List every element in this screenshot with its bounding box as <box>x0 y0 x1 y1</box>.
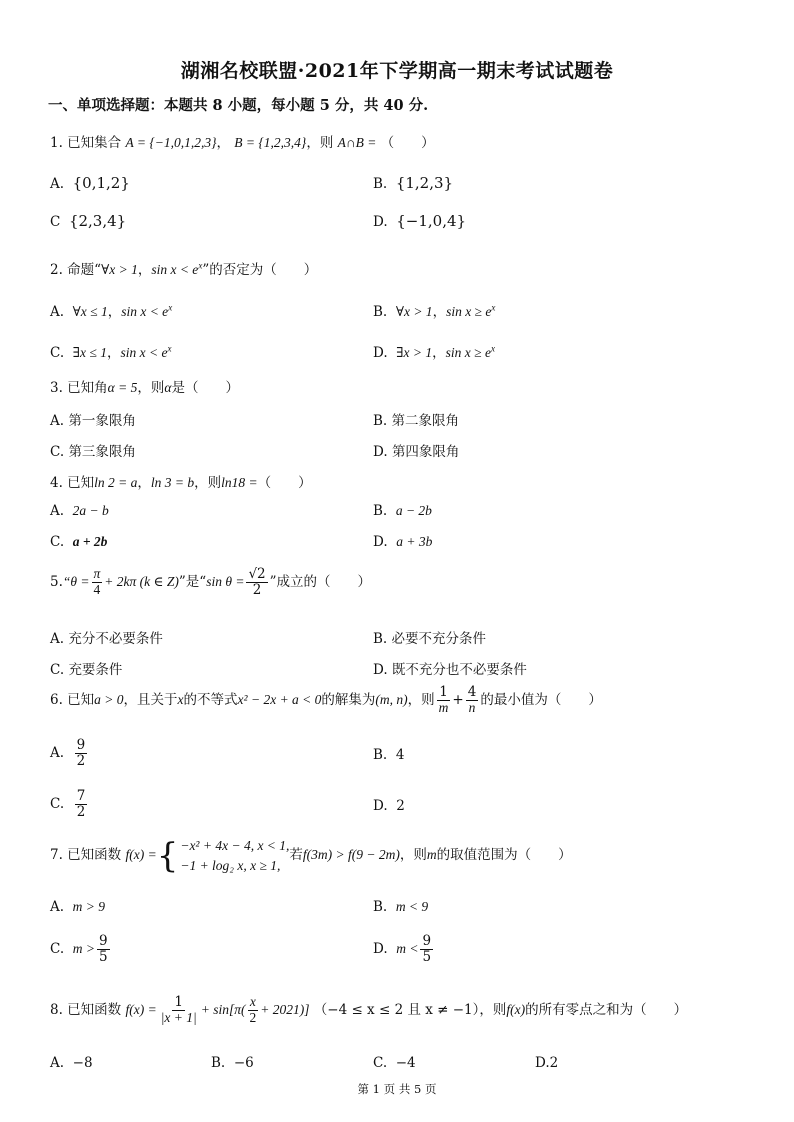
q5-shi: ”是“ <box>178 573 207 590</box>
option-text: m > <box>72 940 95 956</box>
q8-mid: ，则 <box>479 1001 507 1018</box>
option-fraction <box>75 789 88 820</box>
fraction-denominator: n <box>468 699 476 715</box>
q6-option-b[interactable] <box>373 747 404 763</box>
option-inequality: sin x ≥ e <box>445 345 491 360</box>
option-text: m < 9 <box>395 899 429 914</box>
q7-case-2: −1 + log₂ x, x ≥ 1, <box>180 857 281 873</box>
option-text: 2a − b <box>72 503 109 518</box>
q5-rest: + 2kπ (k ∈ Z) <box>104 573 179 589</box>
q7-function: f(x) = <box>125 847 157 863</box>
fraction-denominator: 2 <box>76 752 86 769</box>
option-exponent: x <box>490 343 495 354</box>
option-label: C. <box>373 1055 388 1071</box>
option-label: B. <box>373 176 388 192</box>
q4-option-d[interactable] <box>373 534 432 550</box>
option-text: a + 2b <box>72 534 108 549</box>
q7-prefix: 7. 已知函数 <box>50 847 122 864</box>
fraction-numerator: 1 <box>439 684 448 700</box>
q6-suffix: 的最小值为（ ） <box>480 691 602 708</box>
option-label: D. <box>373 345 388 361</box>
fraction-numerator: π <box>93 566 101 581</box>
q4-ln2: ln 2 = a <box>94 475 138 490</box>
fraction-numerator: 7 <box>76 788 86 804</box>
q8-function: f(x) = <box>125 1001 157 1017</box>
q8-suffix: 的所有零点之和为（ ） <box>525 1001 688 1018</box>
q6-option-d[interactable] <box>373 798 405 814</box>
option-fraction <box>97 934 110 965</box>
option-label: B. <box>373 899 388 915</box>
q1-set-a: A = {−1,0,1,2,3} <box>125 135 217 150</box>
q7-mid2: ，则 <box>399 847 427 864</box>
q2-exponent: x <box>198 260 203 271</box>
q5-option-b[interactable] <box>373 627 486 647</box>
q8-domain: （−4 ≤ x ≤ 2 且 x ≠ −1） <box>313 1001 480 1018</box>
option-exponent: x <box>167 343 172 354</box>
option-quantifier: ∀x ≤ 1 <box>72 304 108 319</box>
q2-inequality: sin x < e <box>151 262 199 277</box>
option-label: D. <box>373 662 388 678</box>
option-quantifier: ∃x > 1 <box>396 345 433 360</box>
option-label: D. <box>373 940 388 957</box>
fraction-numerator: 4 <box>467 684 477 700</box>
option-text: {2,3,4} <box>68 212 127 230</box>
fraction-denominator: 5 <box>422 948 432 965</box>
q1-expr: A∩B = <box>337 135 377 150</box>
q4-ln18: ln18 = <box>221 475 258 490</box>
fraction-numerator: 9 <box>76 737 86 753</box>
q6-solution-set: (m, n) <box>375 691 408 707</box>
option-label: D. <box>535 1055 550 1071</box>
question-8 <box>50 995 687 1026</box>
q5-number: 5. <box>50 573 63 590</box>
option-text: −6 <box>233 1055 254 1071</box>
fraction-numerator: 9 <box>98 933 108 949</box>
q6-prefix: 6. 已知 <box>50 691 95 708</box>
option-inequality: sin x ≥ e <box>446 304 492 319</box>
fraction-numerator: √2 <box>248 566 266 582</box>
q7-case-1: −x² + 4x − 4, x < 1, <box>180 838 290 853</box>
option-label: D. <box>373 214 388 230</box>
q3-option-a[interactable] <box>50 409 136 429</box>
q7-option-d[interactable] <box>373 934 435 965</box>
q8-option-c[interactable] <box>373 1055 416 1071</box>
option-label: A. <box>50 413 65 429</box>
option-fraction <box>75 738 88 769</box>
option-quantifier: ∃x ≤ 1 <box>72 345 107 360</box>
q6-x: x <box>177 691 184 707</box>
q2-option-b[interactable]: B. ∀x > 1，$\sin x \ge e^x$ <box>373 302 496 320</box>
option-label: D. <box>373 534 388 550</box>
option-text: 第二象限角 <box>391 413 460 429</box>
option-exponent: x <box>168 302 173 313</box>
fraction-denominator: 2 <box>249 1009 257 1025</box>
q6-mid3: 的解集为 <box>321 691 376 708</box>
q7-option-c[interactable] <box>50 934 112 965</box>
option-exponent: x <box>491 302 496 313</box>
q5-sin-eq: sin θ = <box>206 573 245 589</box>
option-fraction <box>420 934 433 965</box>
q4-option-b[interactable] <box>373 503 432 519</box>
q6-inequality: x² − 2x + a < 0 <box>237 691 322 707</box>
question-4: 4. 已知ln 2 = a，ln 3 = b，则ln18 =（ ） <box>50 475 312 491</box>
q1-option-d[interactable] <box>373 212 466 230</box>
option-text: {1,2,3} <box>395 174 454 192</box>
fraction-numerator: x <box>249 994 256 1009</box>
q8-fx: f(x) <box>506 1001 526 1017</box>
fraction-denominator: m <box>438 699 449 715</box>
option-label: A. <box>50 744 65 761</box>
q1-paren: （ ） <box>380 135 435 151</box>
q6-fraction-4-over-n <box>466 685 479 716</box>
option-text: 充分不必要条件 <box>68 631 163 647</box>
q4-ln3: ln 3 = b <box>150 475 195 490</box>
q7-option-b[interactable] <box>373 899 428 915</box>
q3-stem-prefix: 3. 已知角 <box>50 380 108 396</box>
q2-quantifier: ∀x > 1 <box>101 262 138 277</box>
option-text: 充要条件 <box>68 662 123 678</box>
q8-fraction <box>159 995 199 1026</box>
exam-title: 湖湘名校联盟·2021年下学期高一期末考试试题卷 <box>180 60 614 82</box>
option-inequality: sin x < e <box>120 345 168 360</box>
option-label: A. <box>50 304 65 320</box>
q8-x-over-2 <box>247 995 258 1026</box>
q3-option-b[interactable] <box>373 409 459 429</box>
q8-option-b[interactable] <box>211 1055 254 1071</box>
option-text: a + 3b <box>396 534 433 549</box>
q8-prefix: 8. 已知函数 <box>50 1001 122 1018</box>
fraction-denominator: |x + 1| <box>160 1009 197 1025</box>
q1-option-c[interactable] <box>50 212 126 230</box>
option-text: {0,1,2} <box>72 174 130 192</box>
q2-option-a[interactable]: A. ∀x ≤ 1，$\sin x < e^x$ <box>50 302 173 320</box>
q2-stem-suffix: ”的否定为（ ） <box>202 262 318 278</box>
option-label: A. <box>50 176 65 192</box>
option-label: A. <box>50 631 65 647</box>
q4-option-c[interactable] <box>50 534 107 550</box>
option-text: a − 2b <box>395 503 432 518</box>
fraction-denominator: 5 <box>98 948 108 965</box>
option-text: 第一象限角 <box>68 413 136 429</box>
q6-a-positive: a > 0 <box>94 691 124 707</box>
q8-option-d[interactable] <box>535 1055 558 1071</box>
option-text: 既不充分也不必要条件 <box>391 662 527 678</box>
q1-option-a[interactable] <box>50 174 130 192</box>
q5-suffix: ”成立的（ ） <box>269 573 372 590</box>
q3-stem-suffix: 是（ ） <box>171 380 239 396</box>
q6-mid4: ，则 <box>407 691 435 708</box>
q6-option-a[interactable] <box>50 738 89 769</box>
option-inequality: sin x < e <box>121 304 169 319</box>
fraction-denominator: 2 <box>76 803 86 820</box>
fraction-numerator: 9 <box>422 933 432 949</box>
q4-option-a[interactable] <box>50 503 109 519</box>
q7-suffix: 的取值范围为（ ） <box>436 847 572 864</box>
q6-option-c[interactable] <box>50 789 89 820</box>
q3-angle: α = 5 <box>107 380 138 395</box>
fraction-denominator: 2 <box>252 581 262 598</box>
q7-option-a[interactable] <box>50 899 105 915</box>
q2-option-c[interactable]: C. ∃x ≤ 1，$\sin x < e^x$ <box>50 343 172 361</box>
option-text: −8 <box>72 1055 93 1071</box>
q5-option-c[interactable] <box>50 658 122 678</box>
q7-mid: 若 <box>289 847 303 864</box>
option-text: 第三象限角 <box>68 444 136 460</box>
q7-condition: f(3m) > f(9 − 2m) <box>302 847 400 863</box>
q6-plus: + <box>452 691 464 708</box>
option-text: m > 9 <box>72 899 105 914</box>
q6-mid2: 的不等式 <box>183 691 238 708</box>
fraction-numerator: 1 <box>174 994 183 1010</box>
option-text: m < <box>396 940 419 956</box>
q2-stem-prefix: 2. 命题“ <box>50 262 102 278</box>
question-6 <box>50 685 602 716</box>
q4-stem-suffix: （ ） <box>257 475 312 491</box>
q8-option-a[interactable] <box>50 1055 93 1071</box>
option-label: A. <box>50 899 65 915</box>
option-label: D. <box>373 798 388 814</box>
option-label: C <box>50 214 61 230</box>
question-1: 1. 已知集合 A = {−1,0,1,2,3}， B = {1,2,3,4}，则 A∩B = （ ） <box>50 135 435 151</box>
q5-option-a[interactable] <box>50 627 163 647</box>
q1-ask: 则 <box>319 135 334 151</box>
q7-m: m <box>426 847 437 863</box>
q5-pi-over-4 <box>92 567 103 598</box>
option-text: 2 <box>549 1055 559 1071</box>
option-text: −4 <box>395 1055 416 1071</box>
option-label: C. <box>50 940 65 957</box>
option-text: {−1,0,4} <box>396 212 467 230</box>
fraction-denominator: 4 <box>93 581 101 597</box>
q3-option-d[interactable] <box>373 440 459 460</box>
option-label: D. <box>373 444 388 460</box>
option-label: C. <box>50 345 65 361</box>
q3-alpha: α <box>164 380 172 395</box>
q1-option-b[interactable] <box>373 174 453 192</box>
option-text: 必要不充分条件 <box>391 631 487 647</box>
q6-fraction-1-over-m <box>437 685 451 716</box>
q4-stem-mid: ，则 <box>194 475 222 491</box>
option-label: A. <box>50 503 65 519</box>
q5-sqrt2-over-2 <box>246 567 267 598</box>
section-heading: 一、单项选择题：本题共 8 小题，每小题 5 分，共 40 分. <box>48 97 429 114</box>
page-footer: 第 1 页 共 5 页 <box>357 1082 437 1096</box>
option-label: C. <box>50 795 65 812</box>
q5-theta-eq: “θ = <box>62 573 90 589</box>
q8-tail: + 2021)] <box>260 1001 310 1017</box>
q8-sin-part: + sin[π( <box>200 1001 246 1017</box>
option-label: B. <box>373 631 388 647</box>
option-label: B. <box>211 1055 226 1071</box>
q1-set-b: B = {1,2,3,4} <box>234 135 307 150</box>
option-label: C. <box>50 444 65 460</box>
question-2: 2. 命题“∀x > 1，$\sin x < e^x$”的否定为（ ） <box>50 260 318 278</box>
option-label: B. <box>373 413 388 429</box>
q5-option-d[interactable] <box>373 658 527 678</box>
q2-option-d[interactable]: D. ∃x > 1，$\sin x \ge e^x$ <box>373 343 495 361</box>
option-label: C. <box>50 662 65 678</box>
option-label: B. <box>373 503 388 519</box>
q6-mid1: ，且关于 <box>123 691 178 708</box>
option-text: 4 <box>395 747 405 763</box>
option-label: B. <box>373 747 388 763</box>
q3-stem-mid: ，则 <box>137 380 165 396</box>
question-5 <box>50 567 371 598</box>
option-text: 第四象限角 <box>391 444 460 460</box>
option-label: A. <box>50 1055 65 1071</box>
question-3 <box>50 376 239 396</box>
option-label: C. <box>50 534 65 550</box>
option-text: 2 <box>396 798 405 814</box>
q4-stem-prefix: 4. 已知 <box>50 475 95 491</box>
option-quantifier: ∀x > 1 <box>395 304 433 319</box>
option-label: B. <box>373 304 388 320</box>
q1-stem-prefix: 1. 已知集合 <box>50 135 122 151</box>
q7-piecewise: { −x² + 4x − 4, x < 1, −1 + log₂ x, x ≥ 1, <box>156 835 290 876</box>
question-7 <box>50 836 572 875</box>
q3-option-c[interactable] <box>50 440 136 460</box>
